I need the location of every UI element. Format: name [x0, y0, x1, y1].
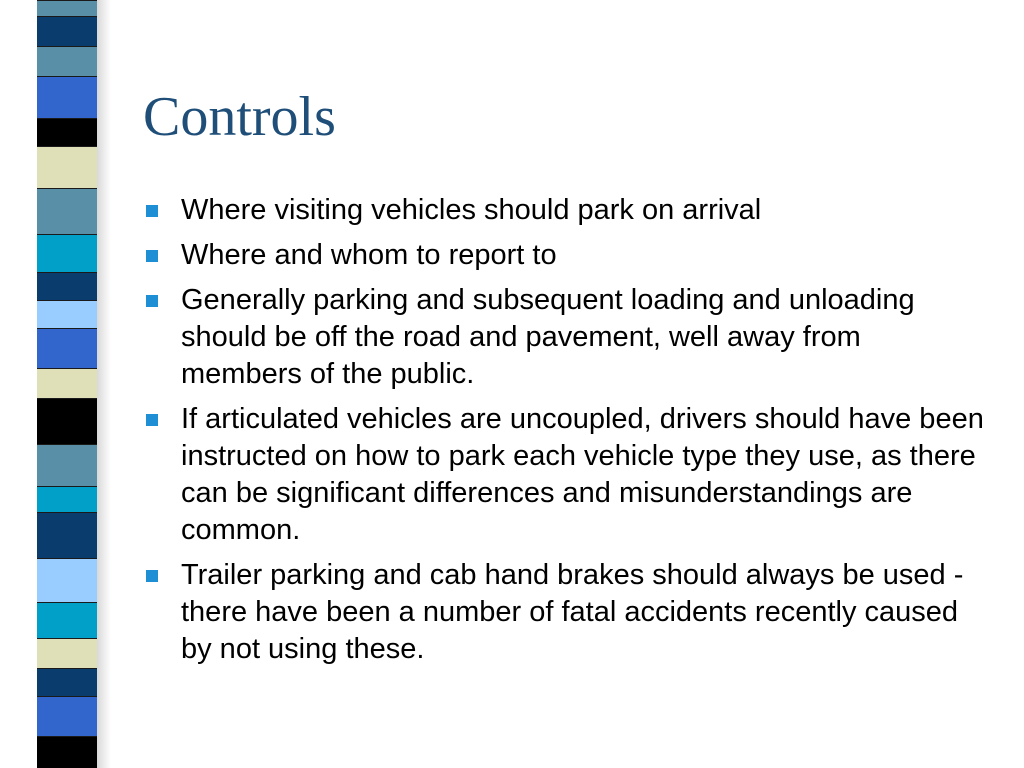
bullet-item — [143, 237, 988, 274]
stripe-block — [37, 272, 97, 300]
square-bullet-icon — [146, 250, 158, 262]
stripe-block — [37, 444, 97, 486]
stripe-shadow — [97, 0, 111, 768]
stripe-block — [37, 234, 97, 272]
stripe-block — [37, 46, 97, 76]
stripe-block — [37, 486, 97, 512]
stripe-block — [37, 188, 97, 234]
stripe-block — [37, 696, 97, 736]
stripe-block — [37, 146, 97, 188]
bullet-item — [143, 401, 988, 549]
square-bullet-icon — [146, 295, 158, 307]
stripe-block — [37, 602, 97, 638]
bullet-text: If articulated vehicles are uncoupled, drivers should have been instructed on how to park each vehicle type they use, as there can be significant differences and misunderstandings are common. — [181, 403, 984, 546]
stripe-block — [37, 668, 97, 696]
stripe-block — [37, 300, 97, 328]
slide-title: Controls — [143, 86, 336, 148]
stripe-block — [37, 398, 97, 444]
stripe-block — [37, 0, 97, 16]
square-bullet-icon — [146, 205, 158, 217]
stripe-block — [37, 328, 97, 368]
stripe-block — [37, 118, 97, 146]
stripe-block — [37, 76, 97, 118]
stripe-block — [37, 368, 97, 398]
bullet-text: Trailer parking and cab hand brakes should always be used - there have been a number of fatal accidents recently caused by not using these. — [181, 559, 964, 665]
stripe-block — [37, 558, 97, 602]
stripe-block — [37, 638, 97, 668]
bullet-list — [143, 192, 988, 676]
bullet-text: Where and whom to report to — [181, 239, 557, 271]
bullet-text: Where visiting vehicles should park on arrival — [181, 194, 762, 226]
stripe-block — [37, 512, 97, 558]
bullet-item — [143, 282, 988, 393]
bullet-item — [143, 192, 988, 229]
decorative-stripe — [37, 0, 97, 768]
square-bullet-icon — [146, 414, 158, 426]
bullet-item — [143, 557, 988, 668]
square-bullet-icon — [146, 570, 158, 582]
stripe-block — [37, 16, 97, 46]
stripe-block — [37, 736, 97, 768]
bullet-text: Generally parking and subsequent loading and unloading should be off the road and pavement, well away from members of the public. — [181, 284, 915, 390]
